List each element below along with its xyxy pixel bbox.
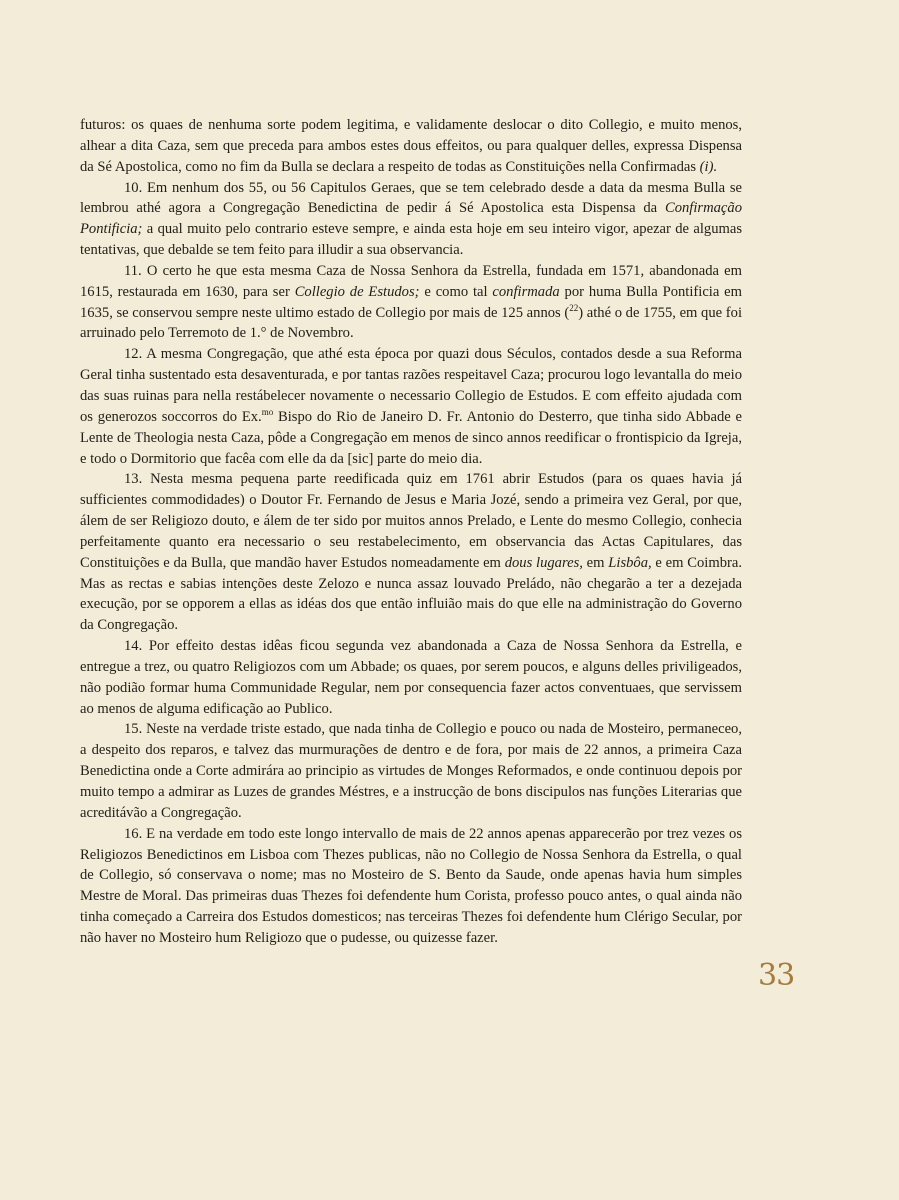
italic-run: confirmada xyxy=(492,283,560,300)
text-run: ) athé o de 1755, em que foi arruinado pelo Terremoto de 1.° de Novembro. xyxy=(80,304,742,342)
text-run: Bispo do Rio de Janeiro D. Fr. Antonio do Desterro, que tinha sido Abbade e Lente de Theologia nesta Caza, pôde a Congregação em menos de sinco annos reedificar o frontispicio da Igreja, e todo o Dormitorio que facêa com elle da da [sic] parte do meio dia. xyxy=(80,408,742,467)
italic-run: Lisbôa, xyxy=(608,554,652,571)
text-run: a qual muito pelo contrario esteve sempre, e ainda esta hoje em seu inteiro vigor, apezar de algumas tentativas, que debalde se tem feito para illudir a sua observancia. xyxy=(80,221,742,259)
text-run: 14. Por effeito destas idêas ficou segunda vez abandonada a Caza de Nossa Senhora da Estrella, e entregue a trez, ou quatro Religiozos com um Abbade; os quaes, por serem poucos, e alguns delles priviligeados, não podião formar huma Communidade Regular, nem por consequencia fazer actos conventuaes, que servissem ao menos de alguma edificação ao Publico. xyxy=(80,638,742,717)
text-run: em xyxy=(582,554,609,571)
paragraph-11 xyxy=(80,261,742,344)
text-run: 13. Nesta mesma pequena parte reedificada quiz em 1761 abrir Estudos (para os quaes havia já sufficientes commodidades) o Doutor Fr. Fernando de Jesus e Maria Jozé, sendo a primeira vez Geral, por que, álem de ser Religiozo douto, e álem de ter sido por muitos annos Prelado, e Lente do mesmo Collegio, conhecia perfeitamente quanto era necessario o seu restabelecimento, em observancia das Actas Capitulares, das Constituições e da Bulla, que mandão haver Estudos nomeadamente em xyxy=(80,471,742,571)
text-run: 15. Neste na verdade triste estado, que nada tinha de Collegio e pouco ou nada de Mosteiro, permaneceo, a despeito dos reparos, e talvez das murmurações de dentro e de fora, por mais de 22 annos, a primeira Caza Benedictina onde a Corte admirára ao principio as virtudes de Monges Reformados, e onde continuou depois por muito tempo a admirar as Luzes de grandes Méstres, e a instrucção de bons discipulos nas funções Literarias que acreditávão a Congregação. xyxy=(80,721,742,821)
text-run: 12. A mesma Congregação, que athé esta época por quazi dous Séculos, contados desde a sua Reforma Geral tinha sustentado esta desaventurada, e por tantas razões respeitavel Caza; procurou logo levantalla do meio das suas ruinas para nella restábelecer novamente o necessario Collegio de Estudos. E com effeito ajudada com os generozos soccorros do Ex. xyxy=(80,346,742,425)
italic-run: dous lugares, xyxy=(504,554,583,571)
text-run: e em Coimbra. Mas as rectas e sabias intenções deste Zelozo e nunca assaz louvado Preládo, não chegarão a ter a dezejada execução, por se opporem a ellas as idéas dos que então influião mais do que elle na administração do Governo da Congregação. xyxy=(80,554,742,634)
italic-run: Confirmação Pontificia; xyxy=(80,200,742,238)
paragraph-10 xyxy=(80,178,742,261)
paragraph-12 xyxy=(80,344,742,469)
paragraph-14 xyxy=(80,636,742,719)
text-run: 16. E na verdade em todo este longo intervallo de mais de 22 annos apenas apparecerão por trez vezes os Religiozos Benedictinos em Lisboa com Thezes publicas, não no Collegio de Nossa Senhora da Estrella, o qual de Collegio, só conservava o nome; mas no Mosteiro de S. Bento da Saude, onde apenas havia hum simples Mestre de Moral. Das primeiras duas Thezes foi defendente hum Corista, professo pouco antes, o qual ainda não tinha começado a Carreira dos Estudos domesticos; nas terceiras Thezes foi defendente hum Clérigo Secular, por não haver no Mosteiro hum Religiozo que o pudesse, ou quizesse fazer. xyxy=(80,825,742,946)
text-run: 11. O certo he que esta mesma Caza de Nossa Senhora da Estrella, fundada em 1571, abandonada em 1615, restaurada em 1630, para ser xyxy=(80,262,742,300)
body-text xyxy=(80,115,742,949)
paragraph-15 xyxy=(80,719,742,823)
text-run: 10. Em nenhum dos 55, ou 56 Capitulos Geraes, que se tem celebrado desde a data da mesma Bulla se lembrou athé agora a Congregação Benedictina de pedir á Sé Apostolica esta Dispensa da xyxy=(80,179,742,217)
italic-run: (i). xyxy=(699,158,718,175)
superscript-run: mo xyxy=(261,406,274,417)
superscript-run: 22 xyxy=(569,302,579,313)
paragraph-16 xyxy=(80,824,742,949)
paragraph-13 xyxy=(80,469,742,636)
text-run: e como tal xyxy=(419,283,493,300)
italic-run: Collegio de Estudos; xyxy=(294,283,420,300)
paragraph-continuation xyxy=(80,115,742,178)
text-run: futuros: os quaes de nenhuma sorte podem legitima, e validamente deslocar o dito Collegio, e muito menos, alhear a dita Caza, sem que preceda para ambos estes dous effeitos, ou para qualquer delles, expressa Dispensa da Sé Apostolica, como no fim da Bulla se declara a respeito de todas as Constituições nella Confirmadas xyxy=(80,117,742,175)
page-number: 33 xyxy=(758,958,795,993)
text-run: por huma Bulla Pontificia em 1635, se conservou sempre neste ultimo estado de Collegio por mais de 125 annos ( xyxy=(80,283,743,321)
